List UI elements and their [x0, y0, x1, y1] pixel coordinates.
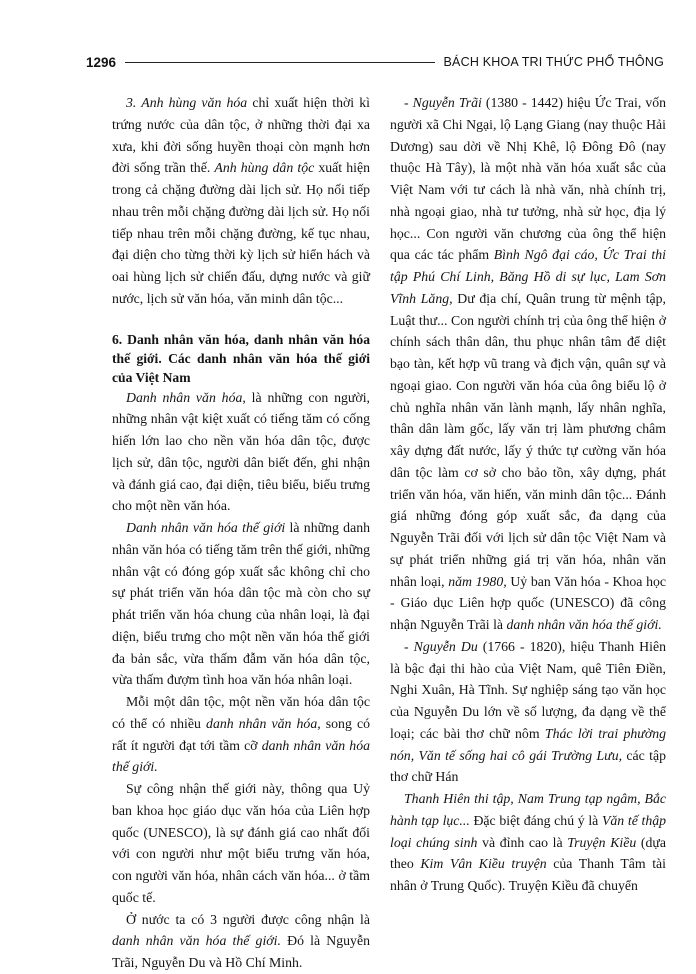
works-list: Thác lời trai phường nón, Văn tế sống hai cô gái Trường Lưu, [390, 725, 666, 763]
text-run: Đặc biệt đáng chú ý là [469, 812, 602, 828]
text-run: là những danh nhân văn hóa có tiếng tăm trên thế giới, những nhân vật có đóng góp xuất sắc không chỉ cho sự phát triển văn hóa dân tộc mà còn cho sự phát triển văn hóa chung của nhân loại, là đại diện, biểu trưng cho một nền văn hóa thế giới đa bản sắc, vừa thấm đẫm văn hóa dân tộc, vừa thấm đượm tình hoa văn hóa nhân loại. [112, 520, 370, 688]
paragraph-vietnam-three [112, 909, 370, 974]
paragraph-definition [112, 387, 370, 518]
term-world-cultural-celebrity: Danh nhân văn hóa thế giới [126, 520, 286, 535]
name-nguyen-trai: Nguyễn Trãi [412, 95, 482, 110]
term-cultural-hero: 3. Anh hùng văn hóa [126, 95, 248, 110]
text-run: (1766 - 1820), hiệu Thanh Hiên là bậc đại thi hào của Việt Nam, quê Tiên Điền, Nghi Xuân, Hà Tĩnh. Sự nghiệp sáng tạo văn học của Nguyễn Du lớn về số lượng, đa dạng về thể loại; các bài thơ chữ nôm [390, 638, 667, 741]
header-rule [125, 62, 434, 63]
work-title: Văn tế thập loại chúng sinh [390, 812, 667, 850]
text-run: của Thanh Tâm tài nhân ở Trung Quốc). Truyện Kiều đã chuyển [390, 856, 667, 893]
paragraph-nguyen-du-works [390, 788, 666, 897]
emphasis: danh nhân văn hóa thế giới. [112, 933, 281, 949]
paragraph-rarity [112, 691, 370, 778]
text-run: chỉ xuất hiện thời kì trứng nước của dân tộc, ở những thời đại xa xưa, khi đời sống huyền thoại còn mạnh hơn đời sống trần thế. [112, 95, 370, 176]
text-run: Đó là Nguyễn Trãi, Nguyễn Du và Hồ Chí Minh. [112, 933, 370, 970]
emphasis: danh nhân văn hóa [206, 715, 318, 731]
paragraph-nguyen-trai [390, 92, 666, 636]
text-run: xuất hiện trong cả chặng đường dài lịch sử. Họ nối tiếp nhau trên mỗi chặng đường dài lịch sử. Họ nối tiếp nhau trên mỗi chặng đường, kế tục nhau, đại diện cho từng thời kỳ lịch sử hiển hách và oai hùng lịch sử chiến đấu, dựng nước và giữ nước, lịch sử văn hóa, văn minh dân tộc... [112, 160, 371, 306]
section-heading: 6. Danh nhân văn hóa, danh nhân văn hóa thế giới. Các danh nhân văn hóa thế giới của Việt Nam [112, 331, 370, 385]
paragraph-world-celebrity [112, 517, 370, 691]
text-run: , song có rất ít người đạt tới tầm cỡ [112, 715, 370, 753]
term-national-hero: Anh hùng dân tộc [214, 160, 315, 176]
emphasis: năm 1980, [448, 573, 507, 589]
name-nguyen-du: Nguyễn Du [413, 638, 478, 654]
text-run: các tập thơ chữ Hán [390, 747, 667, 785]
text-run: Uỷ ban Văn hóa - Khoa học - Giáo dục Liên hợp quốc (UNESCO) đã công nhận Nguyễn Trãi là [390, 573, 666, 632]
text-run: và đỉnh cao là [477, 834, 568, 850]
paragraph-cultural-heroes [112, 92, 370, 310]
page-number: 1296 [86, 54, 117, 70]
spacer [112, 310, 370, 330]
text-run: Ở nước ta có 3 người được công nhận là [126, 911, 370, 927]
text-run: (dựa theo [390, 834, 666, 872]
text-run: - [404, 638, 414, 654]
text-run: , là những con người, những nhân vật kiệt xuất có tiếng tăm có cống hiến lớn lao cho nền văn hóa dân tộc, được lịch sử, dân tộc, người dân biết đến, ghi nhận và đánh giá cao, đại diện, tiêu biểu, biểu trưng cho một nền văn hóa. [112, 389, 370, 514]
page-header [86, 52, 664, 72]
paragraph-unesco [112, 778, 370, 909]
works-list: Thanh Hiên thi tập, Nam Trung tạp ngâm, Bắc hành tạp lục... [390, 791, 666, 828]
left-column [112, 92, 370, 974]
works-list: Bình Ngô đại cáo, Ức Trai thi tập Phú Chí Linh, Băng Hồ di sự lục, Lam Sơn Vĩnh Lăng, [390, 247, 666, 306]
emphasis: danh nhân văn hóa thế giới. [112, 737, 370, 775]
text-run: - [404, 95, 413, 110]
text-run: Sự công nhận thế giới này, thông qua Uỷ ban khoa học giáo dục văn hóa của Liên hợp quốc (UNESCO), là sự đánh giá cao nhất đối với con người như một biểu trưng văn hóa, con người văn hóa, nhân cách văn hóa... ở tầm quốc tế. [112, 781, 370, 905]
text-run: Dư địa chí, Quân trung từ mệnh tập, Luật thư... Con người chính trị của ông thể hiện ở chính sách thân dân, thu phục nhân tâm để diệt bạo tàn, kết hợp vũ trang và địch vận, quân sự và ngoại giao. Con người văn hóa của ông biểu lộ ở chủ nghĩa nhân văn lành mạnh, lấy nhân nghĩa, thân dân làm gốc, lấy văn trị làm phương châm xây dựng đất nước, lấy ý thức tự cường văn hóa dân tộc làm cơ sở cho bảo tồn, xây dựng, phát triển văn hóa, văn hiến, văn minh dân tộc... Đánh giá những đóng góp xuất sắc, đa dạng của Nguyễn Trãi đối với lịch sử dân tộc Việt Nam và sự phát triển những giá trị văn hóa, nhân văn nhân loại, [390, 290, 666, 589]
text-run: (1380 - 1442) hiệu Ức Trai, vốn người xã Chi Ngại, lộ Lạng Giang (nay thuộc Hải Dương) sau dời về Nhị Khê, lộ Đông Đô (nay thuộc Hà Tây), là một nhà văn hóa xuất sắc của Việt Nam với tư cách là nhà văn, nhà chính trị, nhà ngoại giao, nhà tư tưởng, nhà sử học, địa lý học... Con người văn chương của ông thể hiện qua các tác phẩm [390, 95, 667, 263]
term-cultural-celebrity: Danh nhân văn hóa [126, 389, 243, 405]
emphasis: danh nhân văn hóa thế giới. [506, 617, 662, 632]
work-title: Truyện Kiều [567, 834, 637, 850]
book-title: BÁCH KHOA TRI THỨC PHỔ THÔNG [443, 55, 664, 69]
paragraph-nguyen-du [390, 636, 666, 788]
work-title: Kim Vân Kiều truyện [420, 856, 547, 872]
text-run: Mỗi một dân tộc, một nền văn hóa dân tộc có thể có nhiều [112, 694, 370, 731]
right-column [390, 92, 666, 897]
